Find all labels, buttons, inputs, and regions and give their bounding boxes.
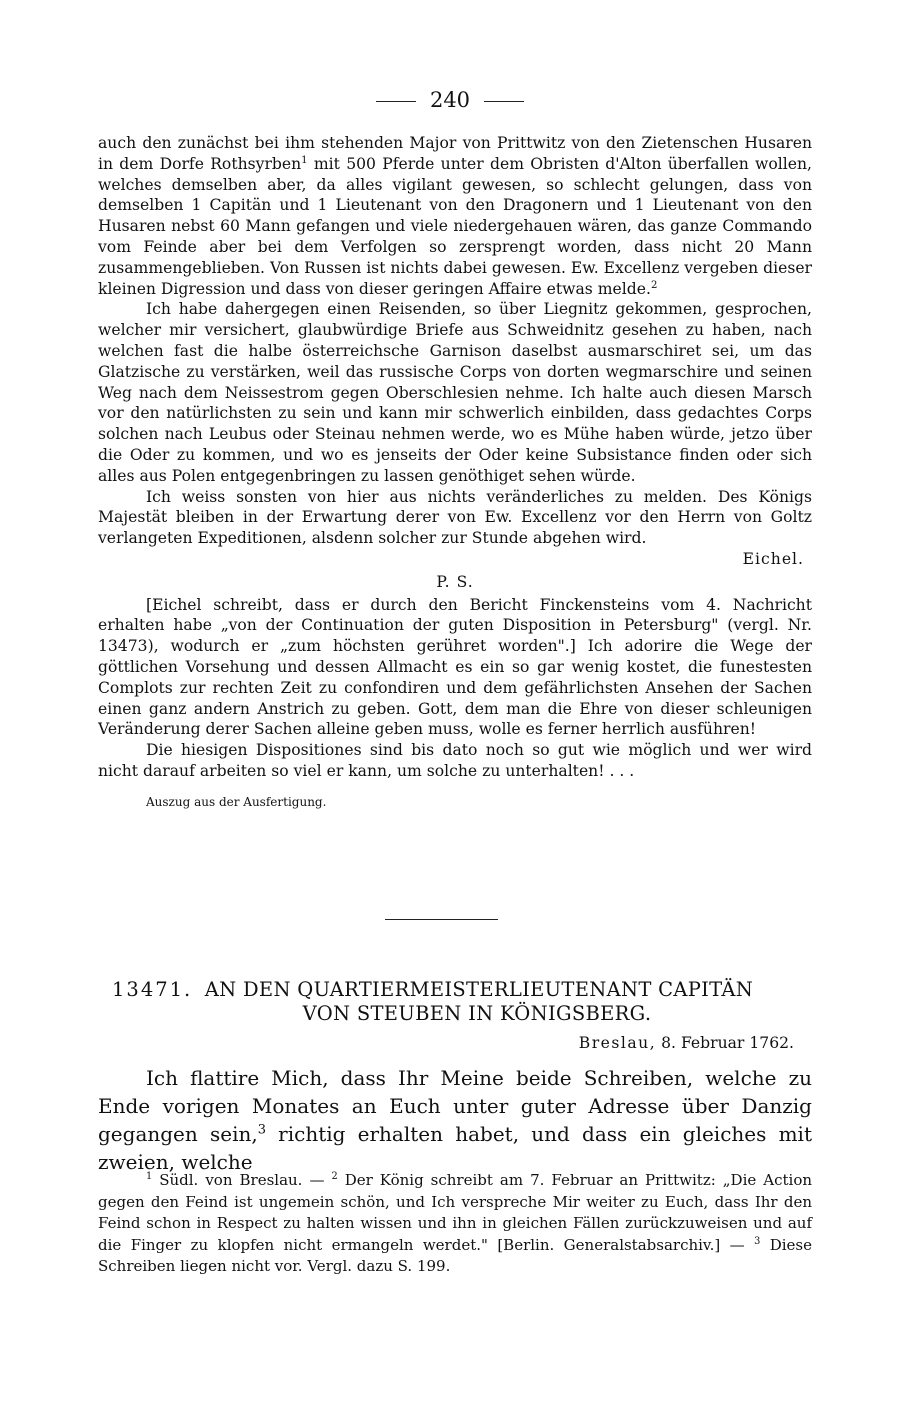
signature: Eichel. [742,549,804,568]
letter-text: Ich flattire Mich, dass Ihr Meine beide Schreiben, welche zu Ende vorigen Monates an Euch unter guter Adresse über Danzig gegangen sein, [98,1066,812,1146]
header-rule-left [376,101,416,102]
footnote-2: Der König schreibt am 7. Februar an Prittwitz: „Die Action gegen den Feind ist ungemein schön, und Ich verspreche Mir weiter zu Euch, dass Ihr den Feind schon in Respect zu halten wissen und ihn in gleichen Fällen zurückzuweisen und auf die Finger zu klopfen nicht ermangeln werdet." [Berlin. Generalstabsarchiv.] — [98,1171,813,1254]
section-separator [385,919,498,920]
letter-text-cont: richtig erhalten habet, und dass ein gleiches mit zweien, welche [98,1122,812,1174]
footnote-ref-1: 1 [301,154,308,166]
footnote-mark-3: 3 [754,1235,761,1247]
footnote-mark-1: 1 [146,1171,153,1182]
footnote-3: Diese Schreiben liegen nicht vor. Vergl. dazu S. 199. [98,1235,813,1275]
dateline-date: 8. Februar 1762. [656,1034,794,1052]
footnote-1: Südl. von Breslau. — [152,1171,332,1189]
dateline [112,1034,812,1052]
letter-body [98,1064,812,1176]
footnote-ref-2: 2 [650,279,658,291]
postscript-paragraph-1: [Eichel schreibt, dass er durch den Bericht Finckensteins vom 4. Nachricht erhalten habe „von der Continuation der guten Disposition in Petersburg" (vergl. Nr. 13473), wodurch er „zum höchsten gerühret worden".] Ich adorire die Wege der göttlichen Vorsehung und dessen Allmacht es ein so gar wenig kostet, die funestesten Complots zur rechten Zeit zu confondiren und dem gefährlichsten Ansehen der Sachen einen ganz andern Anstrich zu geben. Gott, dem man die Ehre von dieser schleunigen Veränderung derer Sachen alleine geben muss, wolle es ferner herrlich ausführen! [98,595,812,739]
paragraph-1-text-cont: mit 500 Pferde unter dem Obristen d'Alton überfallen wollen, welches demselben aber, da alles vigilant gewesen, so schlecht gelungen, dass von demselben 1 Capitän und 1 Lieutenant von den Dragonern und 1 Lieutenant von den Husaren nebst 60 Mann gefangen und viele niedergehauen wären, das ganze Commando vom Feinde aber bei dem Verfolgen so zersprengt worden, dass nicht 20 Mann zusammengeblieben. Von Russen ist nichts dabei gewesen. Ew. Excellenz vergeben dieser kleinen Digression und dass von dieser geringen Affaire etwas melde. [98,154,812,298]
postscript-heading: P. S. [436,572,474,591]
paragraph-2: Ich habe dahergegen einen Reisenden, so über Liegnitz gekommen, gesprochen, welcher mir versichert, glaubwürdige Briefe aus Schweidnitz gesehen zu haben, nach welchen fast die halbe österreichsche Garnison daselbst ausmarschiret sei, um das Glatzische zu verstärken, weil das russische Corps von dorten wegmarschire und seinen Weg nach dem Neissestrom gegen Oberschlesien nehme. Ich halte auch diesen Marsch vor den natürlichsten zu sein und kann mir schwerlich einbilden, dass gedachtes Corps solchen nach Leubus oder Steinau nehmen werde, wo es Mühe haben würde, jetzo über die Oder zu kommen, und wo es jenseits der Oder keine Subsistance finden oder sich alles aus Polen entgegenbringen zu lassen genöthiget sehen würde. [98,300,812,485]
entry-number: 13471. [112,978,193,1001]
footnotes [98,1170,812,1278]
footnote-mark-2: 2 [331,1171,338,1182]
letter-continuation [98,133,812,813]
header-rule-right [484,101,524,102]
paragraph-3: Ich weiss sonsten von hier aus nichts veränderliches zu melden. Des Königs Majestät bleiben in der Erwartung derer von Ew. Excellenz vor den Herrn von Goltz verlangeten Expeditionen, alsdenn solcher zur Stunde abgehen wird. [98,487,812,548]
footnote-ref-3: 3 [257,1122,266,1138]
page-header [0,88,900,112]
source-note: Auszug aus der Ausfertigung. [146,794,327,809]
paragraph-1-text: auch den zunächst bei ihm stehenden Major von Prittwitz von den Zietenschen Husaren in dem Dorfe Rothsyrben [98,134,812,173]
entry-title [112,978,812,1026]
postscript-paragraph-2: Die hiesigen Dispositiones sind bis dato noch so gut wie möglich und wer wird nicht darauf arbeiten so viel er kann, um solche zu unterhalten! . . . [98,741,812,780]
entry-header [112,978,812,1052]
entry-title-line2: VON STEUBEN IN KÖNIGSBERG. [302,1002,652,1025]
entry-title-line1: AN DEN QUARTIERMEISTERLIEUTENANT CAPITÄN [204,978,754,1001]
letter-paragraph [98,1064,812,1176]
dateline-place: Breslau, [578,1034,657,1052]
paragraph-1 [98,133,812,299]
page-number: 240 [429,88,471,112]
footnote-block [98,1170,812,1278]
